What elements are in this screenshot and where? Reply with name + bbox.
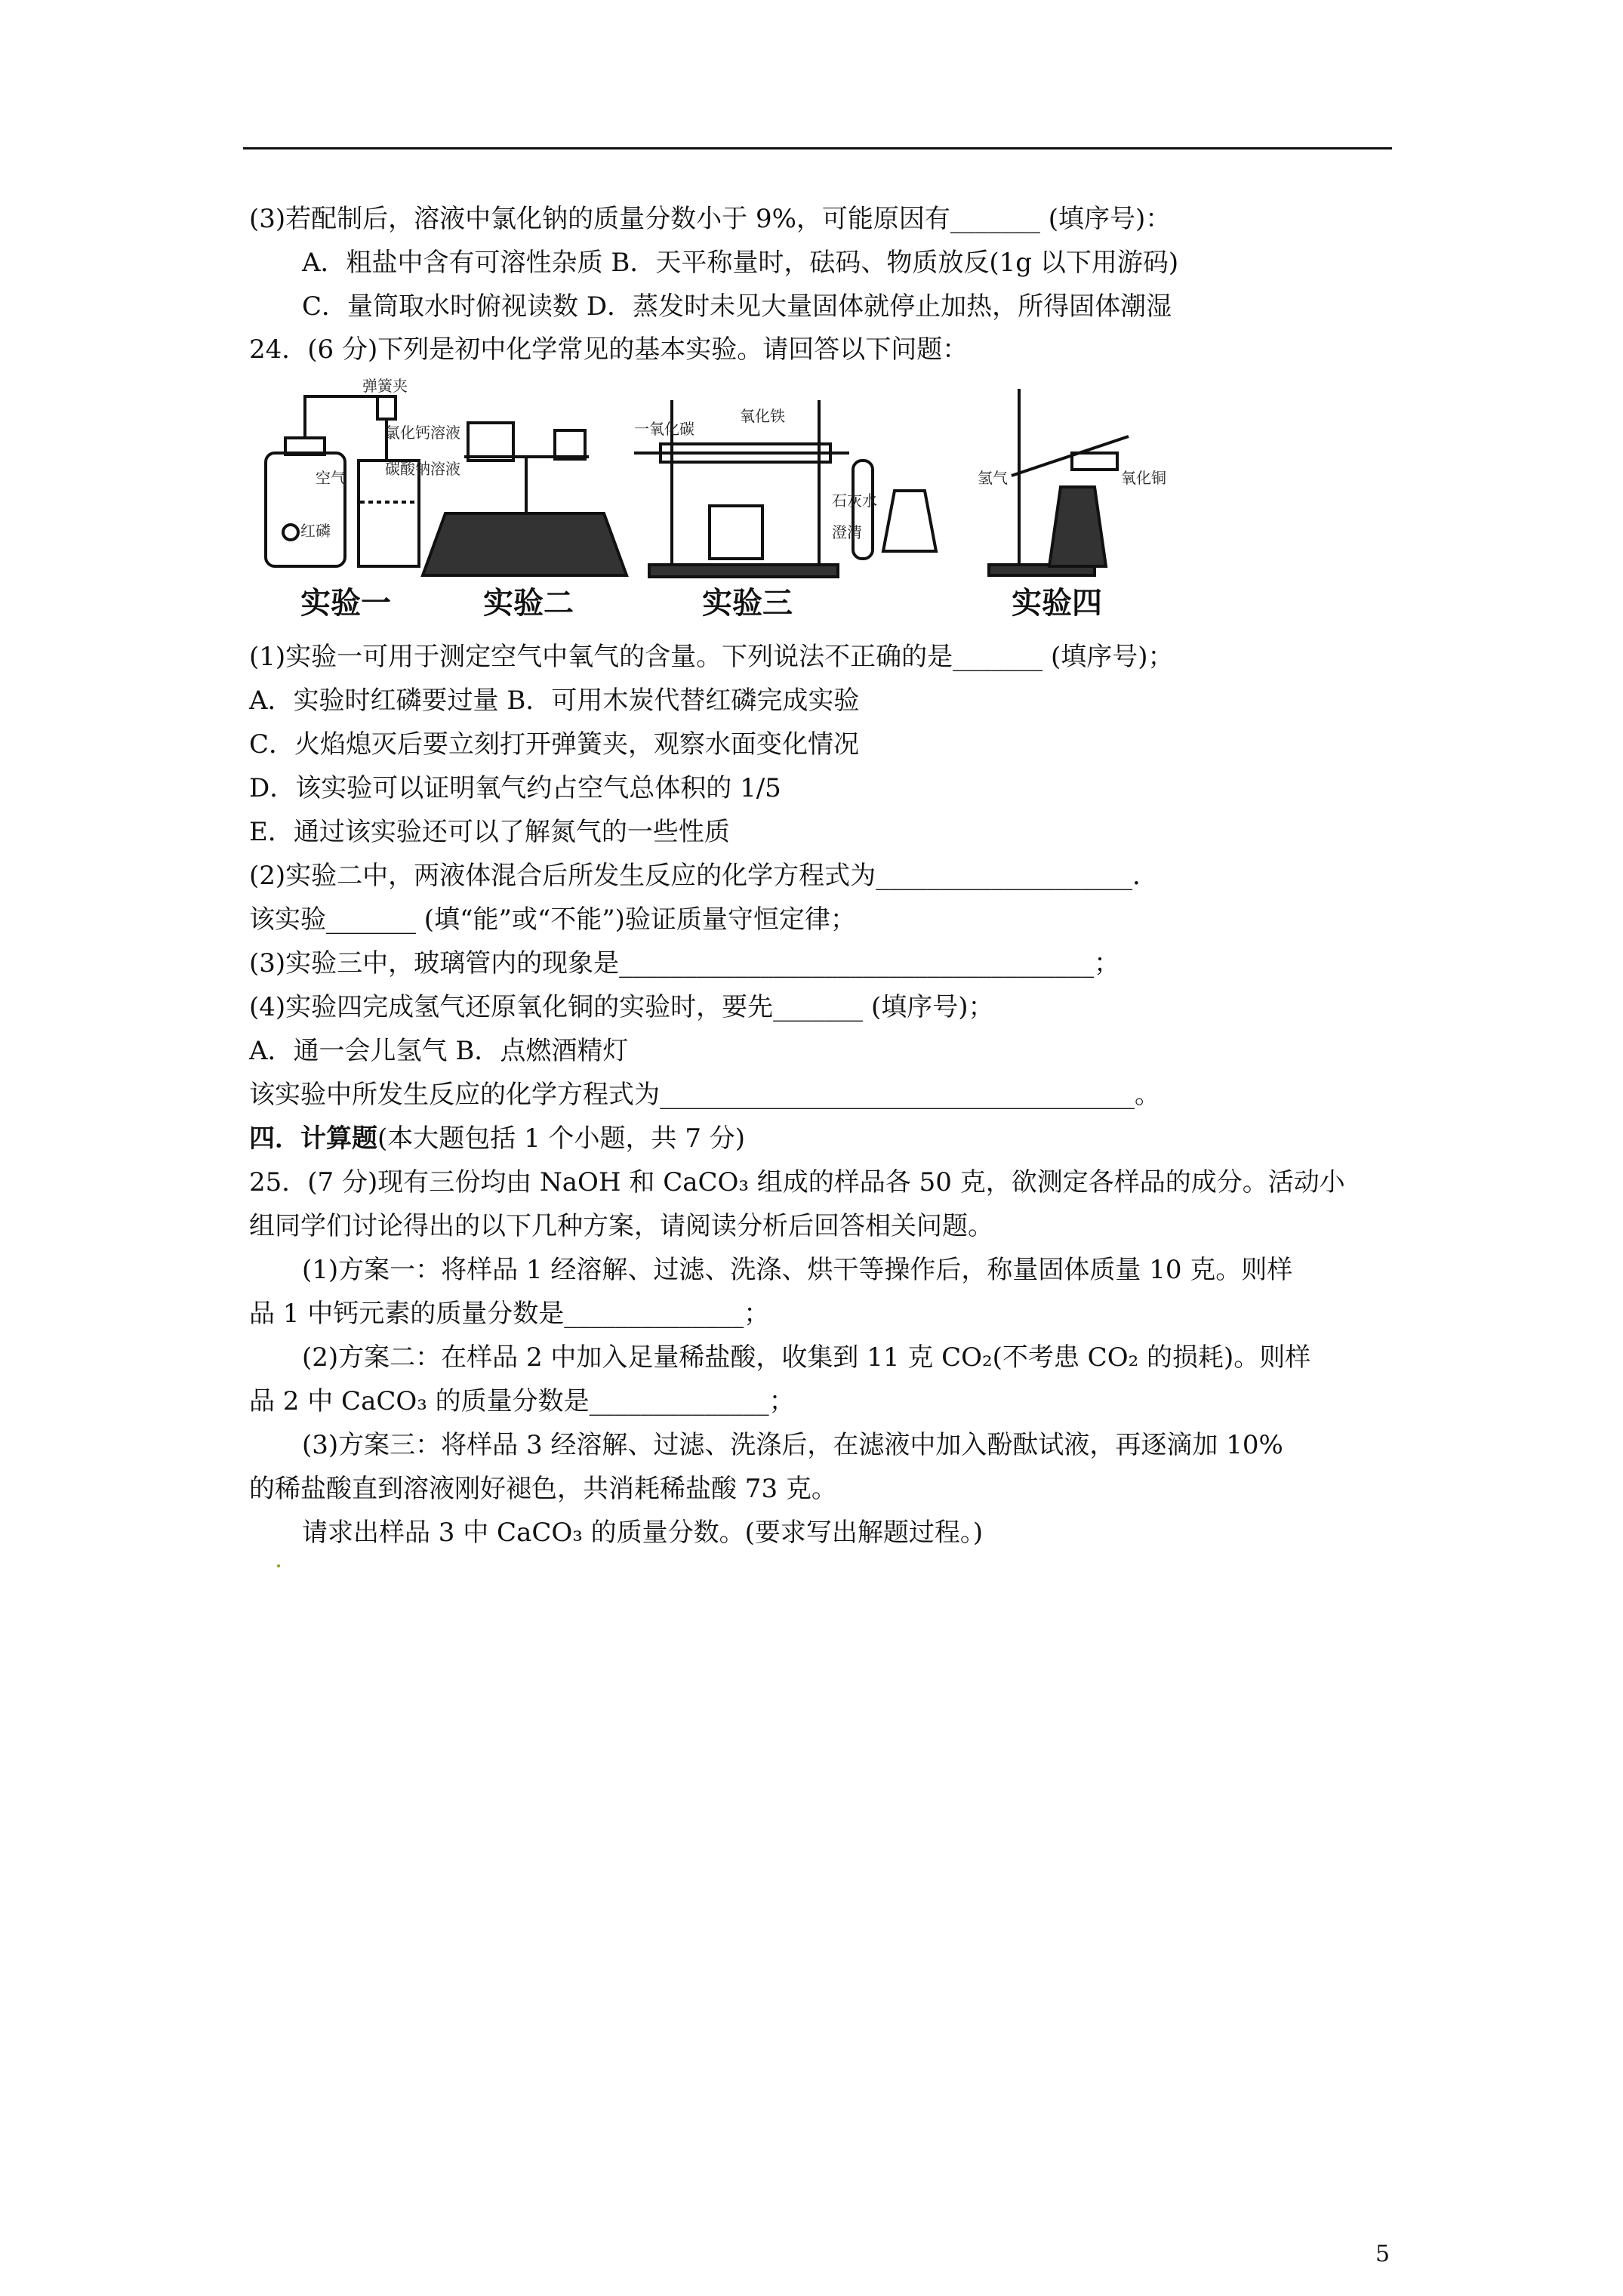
q24-part1-option-d: D．该实验可以证明氧气约占空气总体积的 1/5: [249, 773, 781, 803]
label-clear: 澄清: [832, 523, 862, 541]
stray-dot: [277, 1564, 280, 1567]
experiment-figure: [257, 378, 1389, 627]
label-red-phosphorus: 红磷: [300, 522, 331, 540]
q24-part4-options: A．通一会儿氢气 B．点燃酒精灯: [249, 1036, 629, 1066]
label-air: 空气: [316, 469, 346, 487]
q24-part1: (1)实验一可用于测定空气中氧气的含量。下列说法不正确的是_______ (填序号)；: [249, 642, 1174, 672]
q25-part3-c: 请求出样品 3 中 CaCO₃ 的质量分数。(要求写出解题过程。): [302, 1518, 984, 1548]
q24-title: 24．(6 分)下列是初中化学常见的基本实验。请回答以下问题：: [249, 334, 969, 365]
q24-part1-option-c: C．火焰熄灭后要立刻打开弹簧夹，观察水面变化情况: [249, 729, 860, 760]
q23-options-cd: C．量筒取水时俯视读数 D．蒸发时未见大量固体就停止加热，所得固体潮湿: [302, 291, 1172, 322]
section-four-title: 四．计算题: [249, 1123, 377, 1154]
q25-part1-b: 品 1 中钙元素的质量分数是______________；: [249, 1299, 770, 1329]
label-cacl2-solution: 氯化钙溶液: [385, 424, 460, 442]
q25-part2-b: 品 2 中 CaCO₃ 的质量分数是______________；: [249, 1386, 795, 1416]
label-fe2o3: 氧化铁: [740, 407, 785, 425]
q25-part2-a: (2)方案二：在样品 2 中加入足量稀盐酸，收集到 11 克 CO₂(不考患 CO₂ 的损耗)。则样: [302, 1342, 1311, 1373]
header-rule: [243, 147, 1392, 149]
experiment-2-apparatus: [423, 423, 627, 575]
q25-intro-2: 组同学们讨论得出的以下几种方案，请阅读分析后回答相关问题。: [249, 1211, 993, 1241]
q25-intro-1: 25．(7 分)现有三份均由 NaOH 和 CaCO₃ 组成的样品各 50 克，欲测定各样品的成分。活动小: [249, 1167, 1345, 1197]
q24-part3: (3)实验三中，玻璃管内的现象是_____________________________________；: [249, 948, 1120, 978]
caption-experiment-2: 实验二: [483, 586, 574, 621]
caption-experiment-3: 实验三: [702, 586, 793, 621]
q24-part1-option-e: E．通过该实验还可以了解氮气的一些性质: [249, 817, 730, 847]
label-spring-clip: 弹簧夹: [362, 378, 408, 395]
label-h2: 氢气: [978, 469, 1008, 487]
caption-experiment-1: 实验一: [300, 586, 391, 621]
experiment-4-apparatus: [989, 389, 1129, 575]
q24-part1-option-ab: A．实验时红磷要过量 B．可用木炭代替红磷完成实验: [249, 686, 860, 716]
page-number: 5: [1375, 2241, 1390, 2267]
section-four-heading: [249, 1122, 745, 1155]
q25-part3-b: 的稀盐酸直到溶液刚好褪色，共消耗稀盐酸 73 克。: [249, 1474, 837, 1504]
q24-part4: (4)实验四完成氢气还原氧化铜的实验时，要先_______ (填序号)；: [249, 992, 994, 1022]
label-na2co3-solution: 碳酸钠溶液: [385, 460, 460, 478]
label-co: 一氧化碳: [634, 420, 694, 438]
q25-part1-a: (1)方案一：将样品 1 经溶解、过滤、洗涤、烘干等操作后，称量固体质量 10 克。则样: [302, 1255, 1293, 1285]
q23-options-ab: A．粗盐中含有可溶性杂质 B．天平称量时，砝码、物质放反(1g 以下用游码): [302, 248, 1179, 278]
q23-part3: (3)若配制后，溶液中氯化钠的质量分数小于 9%，可能原因有_______ (填序号)：: [249, 204, 1172, 234]
section-four-note: (本大题包括 1 个小题，共 7 分): [377, 1123, 746, 1154]
q24-part2-followup: 该实验_______ (填“能”或“不能”)验证质量守恒定律；: [249, 905, 856, 935]
q24-part2: (2)实验二中，两液体混合后所发生反应的化学方程式为____________________．: [249, 861, 1159, 891]
label-limewater: 石灰水: [832, 492, 877, 510]
q25-part3-a: (3)方案三：将样品 3 经溶解、过滤、洗涤后，在滤液中加入酚酞试液，再逐滴加 10%: [302, 1430, 1283, 1460]
q24-part4-equation: 该实验中所发生反应的化学方程式为_____________________________________。: [249, 1080, 1160, 1110]
label-cuo: 氧化铜: [1121, 469, 1166, 487]
caption-experiment-4: 实验四: [1012, 586, 1102, 621]
